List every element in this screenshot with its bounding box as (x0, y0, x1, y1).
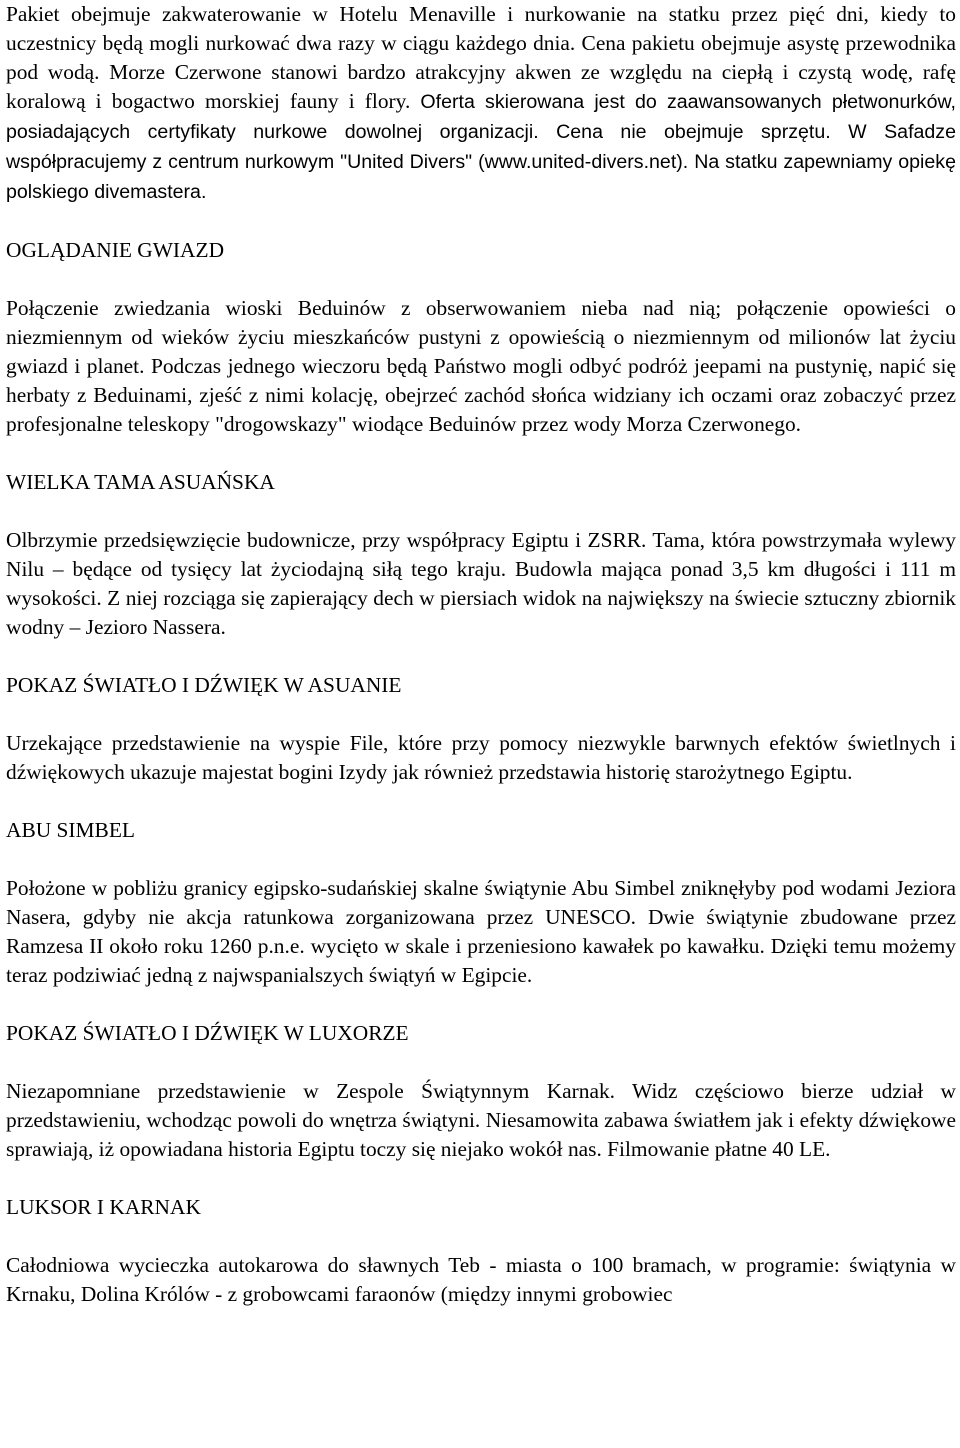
section-heading-show-luxor: POKAZ ŚWIATŁO I DŹWIĘK W LUXORZE (6, 1021, 409, 1045)
section-body-stars: Połączenie zwiedzania wioski Beduinów z obserwowaniem nieba nad nią; połączenie opowieści o niezmiennym od wieków życiu mieszkańców pustyni z opowieścią o niezmiennym od milionów lat życiu gwiazd i planet. Podczas jednego wieczoru będą Państwo mogli odbyć podróż jeepami na pustynię, napić się herbaty z Beduinami, zjeść z nimi kolację, obejrzeć zachód słońca widziany ich oczami oraz zobaczyć przez profesjonalne teleskopy "drogowskazy" wiodące Beduinów przez wody Morza Czerwonego. (6, 296, 956, 436)
section-heading-abu-simbel: ABU SIMBEL (6, 818, 135, 842)
section-body-show-luxor: Niezapomniane przedstawienie w Zespole Świątynnym Karnak. Widz częściowo bierze udział w przedstawieniu, wchodząc powoli do wnętrza świątyni. Niesamowita zabawa światłem jak i efekty dźwiękowe sprawiają, iż opowiadana historia Egiptu toczy się niejako wokół nas. Filmowanie płatne 40 LE. (6, 1079, 956, 1161)
spacer (6, 439, 956, 468)
spacer (6, 1222, 956, 1251)
section-heading-stars: OGLĄDANIE GWIAZD (6, 238, 225, 262)
spacer (6, 845, 956, 874)
section-heading-luxor-karnak: LUKSOR I KARNAK (6, 1195, 201, 1219)
document-page (6, 0, 956, 1309)
spacer (6, 990, 956, 1019)
section-body-show-aswan: Urzekające przedstawienie na wyspie File, które przy pomocy niezwykle barwnych efektów świetlnych i dźwiękowych ukazuje majestat bogini Izydy jak również przedstawia historię starożytnego Egiptu. (6, 731, 956, 784)
section-body-dam: Olbrzymie przedsięwzięcie budownicze, przy współpracy Egiptu i ZSRR. Tama, która powstrzymała wylewy Nilu – będące od tysięcy lat życiodajną siłą tego kraju. Budowla mająca ponad 3,5 km długości i 111 m wysokości. Z niej rozciąga się zapierający dech w piersiach widok na największy na świecie sztuczny zbiornik wodny – Jezioro Nassera. (6, 528, 956, 639)
intro-paragraph (6, 0, 956, 207)
intro-text-2: W Safadze współpracujemy z centrum nurkowym "United Divers" (www.united-divers.net). Na statku zapewniamy opiekę polskiego divemastera. (6, 121, 957, 203)
section-body-abu-simbel: Położone w pobliżu granicy egipsko-sudańskiej skalne świątynie Abu Simbel zniknęłyby pod wodami Jeziora Nasera, gdyby nie akcja ratunkowa zorganizowana przez UNESCO. Dwie świątynie zbudowane przez Ramzesa II około roku 1260 p.n.e. wycięto w skale i przeniesiono kawałek po kawałku. Dzięki temu możemy teraz podziwiać jedną z najwspanialszych świątyń w Egipcie. (6, 876, 956, 987)
spacer (6, 207, 956, 236)
spacer (6, 1048, 956, 1077)
spacer (6, 497, 956, 526)
spacer (6, 700, 956, 729)
section-heading-show-aswan: POKAZ ŚWIATŁO I DŹWIĘK W ASUANIE (6, 673, 402, 697)
section-body-luxor-karnak: Całodniowa wycieczka autokarowa do sławnych Teb - miasta o 100 bramach, w programie: świątynia w Krnaku, Dolina Królów - z grobowcami faraonów (między innymi grobowiec (6, 1253, 956, 1306)
spacer (6, 265, 956, 294)
spacer (6, 642, 956, 671)
section-heading-dam: WIELKA TAMA ASUAŃSKA (6, 470, 275, 494)
spacer (6, 787, 956, 816)
spacer (6, 1164, 956, 1193)
intro-text-1: Pakiet obejmuje zakwaterowanie w Hotelu Menaville i nurkowanie na statku przez pięć dni, kiedy to uczestnicy będą mogli nurkować dwa razy w ciągu każdego dnia. Cena pakietu obejmuje asystę przewodnika pod wodą. Morze Czerwone stanowi bardzo atrakcyjny akwen ze względu na ciepłą i czystą wodę, rafę koralową i bogactwo morskiej fauny i flory. (6, 2, 956, 113)
intro-text-offer: Oferta skierowana jest do zaawansowanych płetwonurków, posiadających certyfikaty nurkowe dowolnej organizacji. Cena nie obejmuje sprzętu. (6, 91, 957, 143)
